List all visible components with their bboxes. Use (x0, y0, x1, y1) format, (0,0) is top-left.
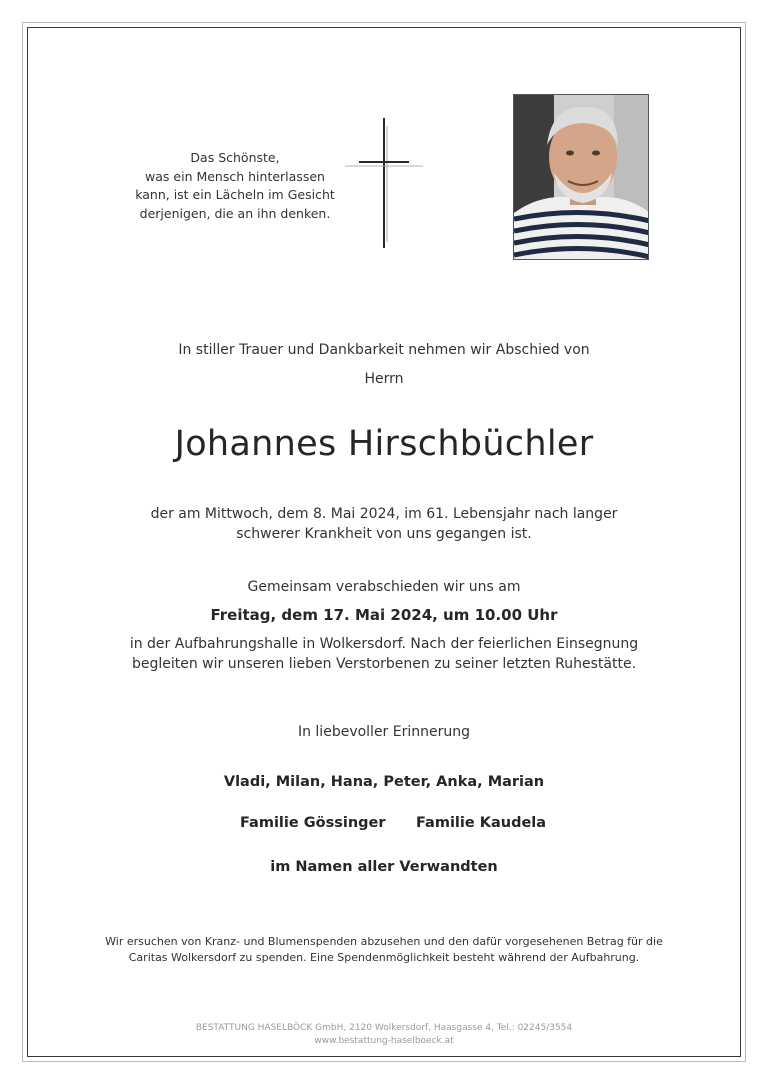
death-notice (27, 504, 741, 544)
relatives-text: im Namen aller Verwandten (270, 859, 498, 875)
quote-line: kann, ist ein Lächeln im Gesicht (135, 187, 335, 202)
ceremony-line: begleiten wir unseren lieben Verstorbenen zu seiner letzten Ruhestätte. (131, 656, 637, 672)
ceremony-line: in der Aufbahrungshalle in Wolkersdorf. Nach der feierlichen Einsegnung (129, 636, 639, 652)
donation-note (27, 934, 741, 966)
salutation: Herrn (364, 371, 404, 387)
ceremony-text (27, 634, 741, 674)
memorial-quote (110, 149, 360, 223)
quote-line: was ein Mensch hinterlassen (145, 168, 325, 184)
portrait-photo (513, 94, 649, 260)
death-line: schwerer Krankheit von uns gegangen ist. (236, 526, 532, 542)
death-line: der am Mittwoch, dem 8. Mai 2024, im 61. Lebensjahr nach langer (150, 506, 618, 522)
footer-website[interactable]: www.bestattung-haselboeck.at (314, 1036, 454, 1046)
intro-text: In stiller Trauer und Dankbarkeit nehmen wir Abschied von (178, 342, 590, 358)
family-name: Familie Gössinger (240, 815, 386, 831)
family-name: Familie Kaudela (416, 815, 547, 831)
remembrance-heading: In liebevoller Erinnerung (297, 724, 471, 740)
donation-line: Caritas Wolkersdorf zu spenden. Eine Spendenmöglichkeit besteht während der Aufbahrung. (128, 951, 640, 964)
mourner-names: Vladi, Milan, Hana, Peter, Anka, Marian (223, 774, 545, 790)
portrait-illustration (514, 95, 649, 260)
quote-line: derjenigen, die an ihn denken. (139, 205, 331, 221)
farewell-date: Freitag, dem 17. Mai 2024, um 10.00 Uhr (210, 606, 558, 624)
cross-icon (345, 118, 423, 248)
farewell-intro: Gemeinsam verabschieden wir uns am (247, 579, 521, 595)
footer (27, 1022, 741, 1048)
deceased-name: Johannes Hirschbüchler (174, 424, 594, 464)
donation-line: Wir ersuchen von Kranz- und Blumenspenden abzusehen und den dafür vorgesehenen Betrag für die (105, 935, 663, 948)
footer-company: BESTATTUNG HASELBÖCK GmbH, 2120 Wolkersdorf, Haasgasse 4, Tel.: 02245/3554 (195, 1023, 573, 1033)
quote-line: Das Schönste, (190, 150, 280, 165)
